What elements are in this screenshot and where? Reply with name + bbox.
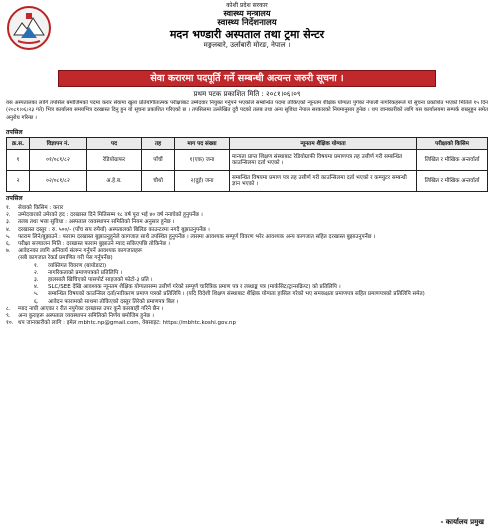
cell-post: अ.हे.ब. <box>87 171 142 192</box>
col-post: पद <box>87 138 142 150</box>
intro-paragraph: यस अस्पतालका लागि तपसिल बमोजिमको पदमा करार सेवामा खुला प्रतियोगीतात्मक परीक्षाबाट उम्मेदवार नियुक्त गर्नुपर्ने भएकोले सम्बन्धित पदमा तोकिएको न्यूनतम शैक्षिक योग्यता पुगेका नेपाली नागरिकहरूले यो सूचना प्रकाशित भएको मितिले १५ दिन (२०८१।०६।२३ गते) भित्र कार्यालय समयभित्र दरखास्त दिनु हुन यो सूचना प्रकाशित गरिएको छ । तपसिलमा उल्लेखित दुवै पदको तलब तथा अन्य सुविधा नेपाल सरकारको नियमानुसार हुनेछ । थप जानकारीको लागि यस कार्यालयमा सम्पर्क राख्नुहुन समेत अनुरोध गरिन्छ । <box>6 100 488 121</box>
cell-sn: २ <box>7 171 30 192</box>
hospital-name: मदन भण्डारी अस्पताल तथा ट्रमा सेन्टर <box>169 28 325 41</box>
notice-banner: सेवा करारमा पदपूर्ति गर्ने सम्बन्धी अत्यन्त जरुरी सूचना । <box>58 70 436 87</box>
col-adv: विज्ञापन नं. <box>30 138 87 150</box>
col-count: माग पद संख्या <box>175 138 230 150</box>
list-item: ८. म्याद नाघी आएका र रीत नपुगेका दरखास्त उपर कुनै कारबाही गरिने छैन । <box>6 305 164 312</box>
list-item: ४. दरखास्त दस्तुर : रु. ५००/- (पाँच सय रुपैयाँ) अस्पतालको बिलिङ काउन्टरमा नगदै बुझाउनुपर्नेछ । <box>6 226 210 233</box>
govt-line: कोशी प्रदेश सरकार <box>226 2 268 9</box>
cell-adv: ०२/०८१/८२ <box>30 171 87 192</box>
cell-adv: ०१/०८१/८२ <box>30 150 87 171</box>
tapsil-label: तपसिल <box>6 129 23 136</box>
list-item: १. सेवाको किसिम : करार <box>6 205 64 211</box>
cell-sn: १ <box>7 150 30 171</box>
cell-post: रेडियोग्राफर <box>87 150 142 171</box>
col-level: तह <box>142 138 175 150</box>
tapsil-label-2: तपसिल <box>6 195 23 202</box>
table-row <box>7 171 488 192</box>
hospital-address: मङ्गलबारे, उर्लाबारी मोरङ, नेपाल । <box>203 41 291 49</box>
sub-list-item: ६. आवेदन फारामको साथमा तोकिएको दस्तुर तिरेको प्रमाणपत्र बिल । <box>34 298 179 305</box>
cell-level: चौथो <box>142 171 175 192</box>
list-item: ७. आवेदनका लागि अनिवार्य संलग्न गर्नुपर्ने आवश्यक कागजातहरू <box>6 248 143 255</box>
sub-list-item: ५. सम्बन्धित विषयको काउन्सिल दर्ता/नवीकरण प्रमाण पत्रको प्रतिलिपि । (यदि विदेशी शिक्षण संस्थाबाट शैक्षिक योग्यता हासिल गरेको भए समकक्षता प्रमाणपत्र सहित प्रमाणपत्रको प्रतिलिपि समेत) <box>34 291 425 298</box>
sub-list-item: २. नागरिकताको प्रमाणपत्रको प्रतिलिपि । <box>34 269 123 276</box>
cell-exam: लिखित र मौखिक अन्तर्वार्ता <box>417 150 488 171</box>
list-item: ५. फाराम लिने/बुझाउने : फाराम दरखास्त बुझाउनुहुनेले कागजात साथै उपस्थित हुनुपर्नेछ । त्यसमा आवश्यक सम्पूर्ण विवरण भरेर आवश्यक अन्य कागजात सहित दरखास्त बुझाउनुपर्नेछ । <box>6 233 376 240</box>
list-item: ६. परीक्षा सञ्चालन मिति : दरखास्त फाराम बुझाउने म्याद सकिएपछि तोकिनेछ । <box>6 241 170 248</box>
table-header-row <box>7 138 488 150</box>
cell-qual: मान्यता प्राप्त शिक्षण संस्थाबाट रेडियोग्राफी विषयमा प्रमाणपत्र तह उत्तीर्ण गरी सम्बन्धित काउन्सिलमा दर्ता भएको । <box>230 150 417 171</box>
letterhead <box>0 2 494 68</box>
table-row <box>7 150 488 171</box>
cell-qual: सम्बन्धित विषयमा प्रमाण पत्र तह उत्तीर्ण गरी काउन्सिलमा दर्ता भएको र कम्प्युटर सम्बन्धी ज्ञान भएको । <box>230 171 417 192</box>
list-item: ३. तलब तथा भत्ता सुविधा : अस्पताल व्यवस्थापन समितिको नियम अनुसार हुनेछ । <box>6 219 175 226</box>
publication-date: प्रथम पटक प्रकाशित मिति : २०८१।०६।०९ <box>193 90 301 98</box>
list-item: ९. अन्य कुराहरू अस्पताल व्यवस्थापन समितिको निर्णय बमोजिम हुनेछ । <box>6 313 154 320</box>
nepal-emblem-icon <box>6 5 52 51</box>
sub-list-item: ३. हालसालै खिचिएको पासपोर्ट साइजको फोटो-३ प्रति । <box>34 277 153 284</box>
sub-list-item: ४. SLC/SEE देखि आवश्यक न्यूनतम शैक्षिक योग्यतासम्म उत्तीर्ण गरेको सम्पूर्ण चारित्रिक प्रमाण पत्र र लब्धाङ्क पत्र (मार्कसिट/ट्रान्सक्रिप्ट) को प्रतिलिपि । <box>34 284 341 291</box>
sub-note: (सबै कागजात रेकर्ड प्रमाणित गरी पेस गर्नुपर्नेछ) <box>18 255 113 262</box>
directorate-line: स्वास्थ्य निर्देशनालय <box>217 18 277 28</box>
col-exam: परीक्षाको किसिम <box>417 138 488 150</box>
cell-exam: लिखित र मौखिक अन्तर्वार्ता <box>417 171 488 192</box>
col-sn: क्र.स. <box>7 138 30 150</box>
list-item: १०. थप जानकारीको लागि : इमेल mbhtc.np@gmail.com, वेबसाइट: https://mbhtc.koshi.gov.np <box>6 320 236 327</box>
sub-list-item: १. व्यक्तिगत विवरण (बायोडाटा) <box>34 262 107 269</box>
notice-page <box>0 2 494 530</box>
vacancy-table <box>6 137 488 192</box>
signature-line: - कार्यालय प्रमुख <box>440 518 484 526</box>
col-qual: न्यूनतम शैक्षिक योग्यता <box>230 138 417 150</box>
list-item: २. उम्मेदवारको उमेरको हद : दरखास्त दिने मितिसम्म १८ वर्ष पूरा भई ४० वर्ष ननाघेको हुनुपर्नेछ । <box>6 212 203 219</box>
cell-level: पाँचौं <box>142 150 175 171</box>
ministry-line: स्वास्थ्य मन्त्रालय <box>223 9 271 18</box>
cell-count: २(दुई) जना <box>175 171 230 192</box>
cell-count: १(एक) जना <box>175 150 230 171</box>
conditions-list <box>6 205 488 327</box>
